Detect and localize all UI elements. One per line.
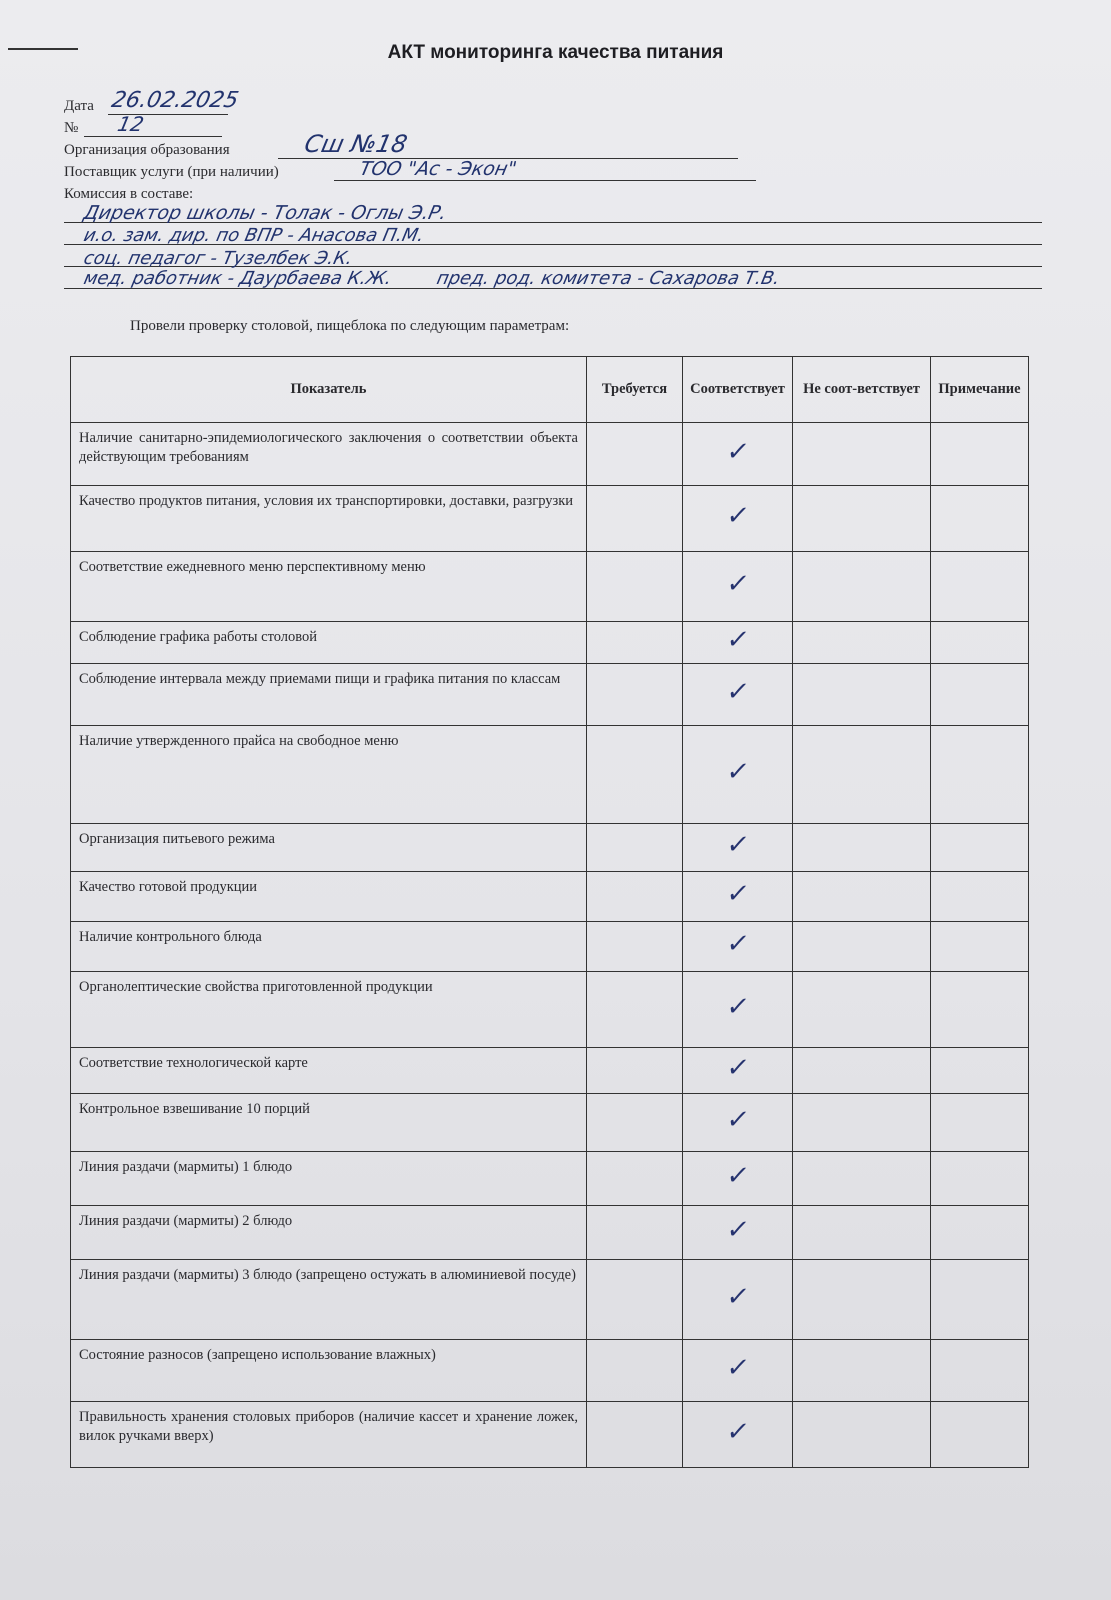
commission-member-3: соц. педагог - Тузелбек Э.К.	[81, 248, 355, 269]
note-cell	[931, 726, 1029, 824]
required-cell	[587, 486, 683, 552]
not-complies-cell	[793, 1206, 931, 1260]
checkmark-icon: ✓	[724, 569, 752, 599]
indicator-cell: Соответствие ежедневного меню перспективному меню	[71, 552, 587, 622]
table-row	[71, 972, 1029, 1048]
note-cell	[931, 423, 1029, 486]
commission-member-2: и.о. зам. дир. по ВПР - Анасова П.М.	[81, 225, 426, 246]
complies-cell	[683, 552, 793, 622]
note-cell	[931, 1206, 1029, 1260]
header-required: Требуется	[587, 357, 683, 423]
number-underline	[84, 136, 222, 137]
provider-label: Поставщик услуги (при наличии)	[64, 164, 279, 180]
note-cell	[931, 1402, 1029, 1468]
header-note: Примечание	[931, 357, 1029, 423]
table-header-row	[71, 357, 1029, 423]
table-row	[71, 1048, 1029, 1094]
header-complies: Соответствует	[683, 357, 793, 423]
complies-cell	[683, 1094, 793, 1152]
table-row	[71, 824, 1029, 872]
indicator-cell: Наличие утвержденного прайса на свободное меню	[71, 726, 587, 824]
required-cell	[587, 1152, 683, 1206]
date-label: Дата	[64, 98, 94, 114]
required-cell	[587, 1340, 683, 1402]
not-complies-cell	[793, 1152, 931, 1206]
indicator-cell: Наличие контрольного блюда	[71, 922, 587, 972]
commission-member-4: мед. работник - Даурбаева К.Ж. пред. род. комитета - Сахарова Т.В.	[81, 268, 782, 289]
indicator-cell: Качество продуктов питания, условия их транспортировки, доставки, разгрузки	[71, 486, 587, 552]
required-cell	[587, 872, 683, 922]
indicator-cell: Линия раздачи (мармиты) 3 блюдо (запрещено остужать в алюминиевой посуде)	[71, 1260, 587, 1340]
table-row	[71, 1402, 1029, 1468]
required-cell	[587, 824, 683, 872]
table-row	[71, 1152, 1029, 1206]
complies-cell	[683, 972, 793, 1048]
not-complies-cell	[793, 726, 931, 824]
indicator-cell: Наличие санитарно-эпидемиологического заключения о соответствии объекта действующим требованиям	[71, 423, 587, 486]
checkmark-icon: ✓	[724, 1161, 752, 1191]
complies-cell	[683, 1048, 793, 1094]
required-cell	[587, 1206, 683, 1260]
table-row	[71, 552, 1029, 622]
note-cell	[931, 824, 1029, 872]
provider-value: ТОО "Ас - Экон"	[357, 158, 519, 180]
table-row	[71, 1094, 1029, 1152]
not-complies-cell	[793, 1340, 931, 1402]
not-complies-cell	[793, 1094, 931, 1152]
not-complies-cell	[793, 824, 931, 872]
required-cell	[587, 1048, 683, 1094]
complies-cell	[683, 922, 793, 972]
checkmark-icon: ✓	[724, 1282, 752, 1312]
complies-cell	[683, 824, 793, 872]
complies-cell	[683, 664, 793, 726]
not-complies-cell	[793, 1048, 931, 1094]
indicator-cell: Соответствие технологической карте	[71, 1048, 587, 1094]
note-cell	[931, 1048, 1029, 1094]
note-cell	[931, 664, 1029, 726]
indicator-cell: Качество готовой продукции	[71, 872, 587, 922]
required-cell	[587, 726, 683, 824]
note-cell	[931, 1152, 1029, 1206]
complies-cell	[683, 1206, 793, 1260]
not-complies-cell	[793, 552, 931, 622]
note-cell	[931, 872, 1029, 922]
table-row	[71, 1260, 1029, 1340]
indicator-cell: Организация питьевого режима	[71, 824, 587, 872]
intro-text: Провели проверку столовой, пищеблока по следующим параметрам:	[130, 318, 570, 334]
indicator-cell: Соблюдение графика работы столовой	[71, 622, 587, 664]
org-value: Сш №18	[302, 130, 410, 158]
not-complies-cell	[793, 972, 931, 1048]
complies-cell	[683, 1260, 793, 1340]
required-cell	[587, 423, 683, 486]
table-row	[71, 922, 1029, 972]
org-label: Организация образования	[64, 142, 230, 158]
table-row	[71, 664, 1029, 726]
table-row	[71, 726, 1029, 824]
checkmark-icon: ✓	[724, 879, 752, 909]
required-cell	[587, 1094, 683, 1152]
not-complies-cell	[793, 922, 931, 972]
not-complies-cell	[793, 423, 931, 486]
checkmark-icon: ✓	[724, 1215, 752, 1245]
indicator-cell: Контрольное взвешивание 10 порций	[71, 1094, 587, 1152]
note-cell	[931, 1260, 1029, 1340]
note-cell	[931, 922, 1029, 972]
number-value: 12	[115, 112, 147, 136]
not-complies-cell	[793, 622, 931, 664]
date-value: 26.02.2025	[109, 88, 241, 113]
checkmark-icon: ✓	[724, 757, 752, 787]
note-cell	[931, 552, 1029, 622]
complies-cell	[683, 726, 793, 824]
provider-underline	[334, 180, 756, 181]
note-cell	[931, 1340, 1029, 1402]
indicator-cell: Соблюдение интервала между приемами пищи и графика питания по классам	[71, 664, 587, 726]
note-cell	[931, 972, 1029, 1048]
complies-cell	[683, 872, 793, 922]
checkmark-icon: ✓	[724, 830, 752, 860]
commission-member-1: Директор школы - Толак - Оглы Э.Р.	[81, 202, 449, 224]
checkmark-icon: ✓	[724, 501, 752, 531]
complies-cell	[683, 622, 793, 664]
indicator-cell: Органолептические свойства приготовленной продукции	[71, 972, 587, 1048]
checkmark-icon: ✓	[724, 1353, 752, 1383]
complies-cell	[683, 1152, 793, 1206]
checkmark-icon: ✓	[724, 1053, 752, 1083]
note-cell	[931, 622, 1029, 664]
checkmark-icon: ✓	[724, 1417, 752, 1447]
header-indicator: Показатель	[71, 357, 587, 423]
not-complies-cell	[793, 664, 931, 726]
indicator-cell: Линия раздачи (мармиты) 2 блюдо	[71, 1206, 587, 1260]
header-not-complies: Не соот-ветствует	[793, 357, 931, 423]
required-cell	[587, 622, 683, 664]
inspection-table	[70, 356, 1029, 1468]
required-cell	[587, 1402, 683, 1468]
commission-label: Комиссия в составе:	[64, 186, 194, 202]
indicator-cell: Состояние разносов (запрещено использование влажных)	[71, 1340, 587, 1402]
checkmark-icon: ✓	[724, 1105, 752, 1135]
required-cell	[587, 922, 683, 972]
complies-cell	[683, 486, 793, 552]
note-cell	[931, 486, 1029, 552]
table-row	[71, 423, 1029, 486]
table-row	[71, 486, 1029, 552]
checkmark-icon: ✓	[724, 677, 752, 707]
not-complies-cell	[793, 872, 931, 922]
not-complies-cell	[793, 1402, 931, 1468]
checkmark-icon: ✓	[724, 992, 752, 1022]
note-cell	[931, 1094, 1029, 1152]
checkmark-icon: ✓	[724, 929, 752, 959]
checkmark-icon: ✓	[724, 625, 752, 655]
checkmark-icon: ✓	[724, 436, 752, 467]
complies-cell	[683, 423, 793, 486]
required-cell	[587, 552, 683, 622]
not-complies-cell	[793, 1260, 931, 1340]
required-cell	[587, 664, 683, 726]
required-cell	[587, 1260, 683, 1340]
complies-cell	[683, 1402, 793, 1468]
not-complies-cell	[793, 486, 931, 552]
number-label: №	[64, 120, 79, 136]
table-row	[71, 1206, 1029, 1260]
table-row	[71, 1340, 1029, 1402]
indicator-cell: Линия раздачи (мармиты) 1 блюдо	[71, 1152, 587, 1206]
indicator-cell: Правильность хранения столовых приборов (наличие кассет и хранение ложек, вилок ручками вверх)	[71, 1402, 587, 1468]
document-title: АКТ мониторинга качества питания	[387, 42, 724, 63]
required-cell	[587, 972, 683, 1048]
table-row	[71, 622, 1029, 664]
complies-cell	[683, 1340, 793, 1402]
table-row	[71, 872, 1029, 922]
